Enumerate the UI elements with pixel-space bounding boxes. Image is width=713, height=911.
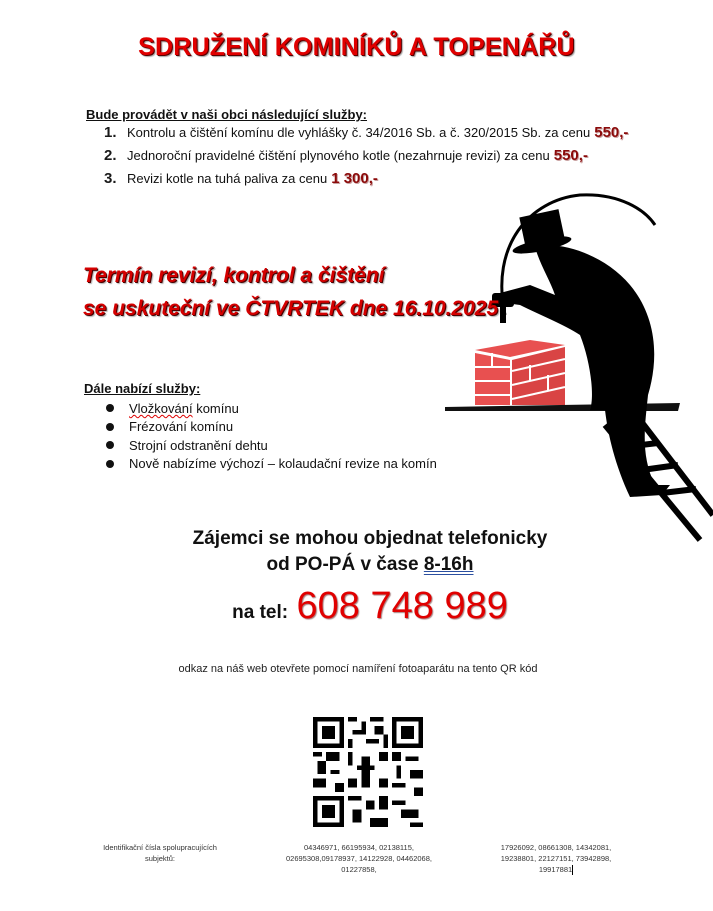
contact-line-1: Zájemci se mohou objednat telefonicky <box>192 528 548 549</box>
footer-ids-col2 <box>486 842 626 875</box>
more-service-text: Strojní odstranění dehtu <box>129 437 268 453</box>
phone-label: na tel: <box>232 602 289 623</box>
service-text: Jednoroční pravidelné čištění plynového kotle (nezahrnuje revizi) za cenu <box>127 148 550 163</box>
service-text: Kontrolu a čištění komínu dle vyhlášky č. 34/2016 Sb. a č. 320/2015 Sb. za cenu <box>127 125 591 140</box>
service-text: Revizi kotle na tuhá paliva za cenu <box>127 171 328 186</box>
service-price: 550,- <box>594 124 629 141</box>
contact-line-2 <box>0 554 713 576</box>
service-number: 2. <box>104 147 117 164</box>
more-service-text: Frézování komínu <box>129 419 234 435</box>
bullet-icon <box>106 441 114 449</box>
footer-ids-label: Identifikační čísla spolupracujících subjektů: <box>103 843 217 863</box>
footer-ids-col2-text: 17926092, 08661308, 14342081, 19238801, 22127151, 73942898, 19917881 <box>500 843 612 874</box>
schedule-line-2: se uskuteční ve ČTVRTEK dne 16.10.2025 <box>83 297 499 320</box>
brick-chimney-icon <box>475 340 565 405</box>
phone-row <box>0 585 713 628</box>
service-item <box>104 147 664 170</box>
services-list <box>104 124 664 193</box>
more-service-item <box>104 436 437 455</box>
chimney-sweep-illustration <box>430 185 713 545</box>
schedule-line-1: Termín revizí, kontrol a čištění <box>83 264 385 287</box>
service-item <box>104 124 664 147</box>
more-services-heading: Dále nabízí služby: <box>84 381 201 396</box>
qr-note: odkaz na náš web otevřete pomocí namíření fotoaparátu na tento QR kód <box>178 663 538 675</box>
more-service-item <box>104 418 437 437</box>
services-heading: Bude provádět v naši obci následující služby: <box>86 107 368 122</box>
qr-code-icon[interactable] <box>313 717 423 827</box>
service-price: 1 300,- <box>331 170 378 187</box>
bullet-icon <box>106 404 114 412</box>
bullet-icon <box>106 423 114 431</box>
contact-hours: 8-16h <box>423 554 474 575</box>
misspelled-word: Vložkování <box>129 400 193 416</box>
service-number: 1. <box>104 124 117 141</box>
more-service-text: komínu <box>192 400 239 416</box>
page-title: SDRUŽENÍ KOMINÍKŮ A TOPENÁŘŮ <box>138 33 575 61</box>
more-services-list <box>104 399 437 473</box>
phone-number: 608 748 989 <box>296 585 508 627</box>
more-service-item <box>104 399 437 418</box>
contact-hours-prefix: od PO-PÁ v čase <box>266 554 424 575</box>
more-service-item <box>104 455 437 474</box>
more-service-text: Nově nabízíme výchozí – kolaudační revize na komín <box>129 456 437 472</box>
text-cursor <box>572 865 573 875</box>
service-price: 550,- <box>553 147 588 164</box>
footer-ids-col1: 04346971, 66195934, 02138115, 02695308,09178937, 14122928, 04462068, 01227858, <box>286 843 432 874</box>
service-number: 3. <box>104 170 117 187</box>
bullet-icon <box>106 460 114 468</box>
